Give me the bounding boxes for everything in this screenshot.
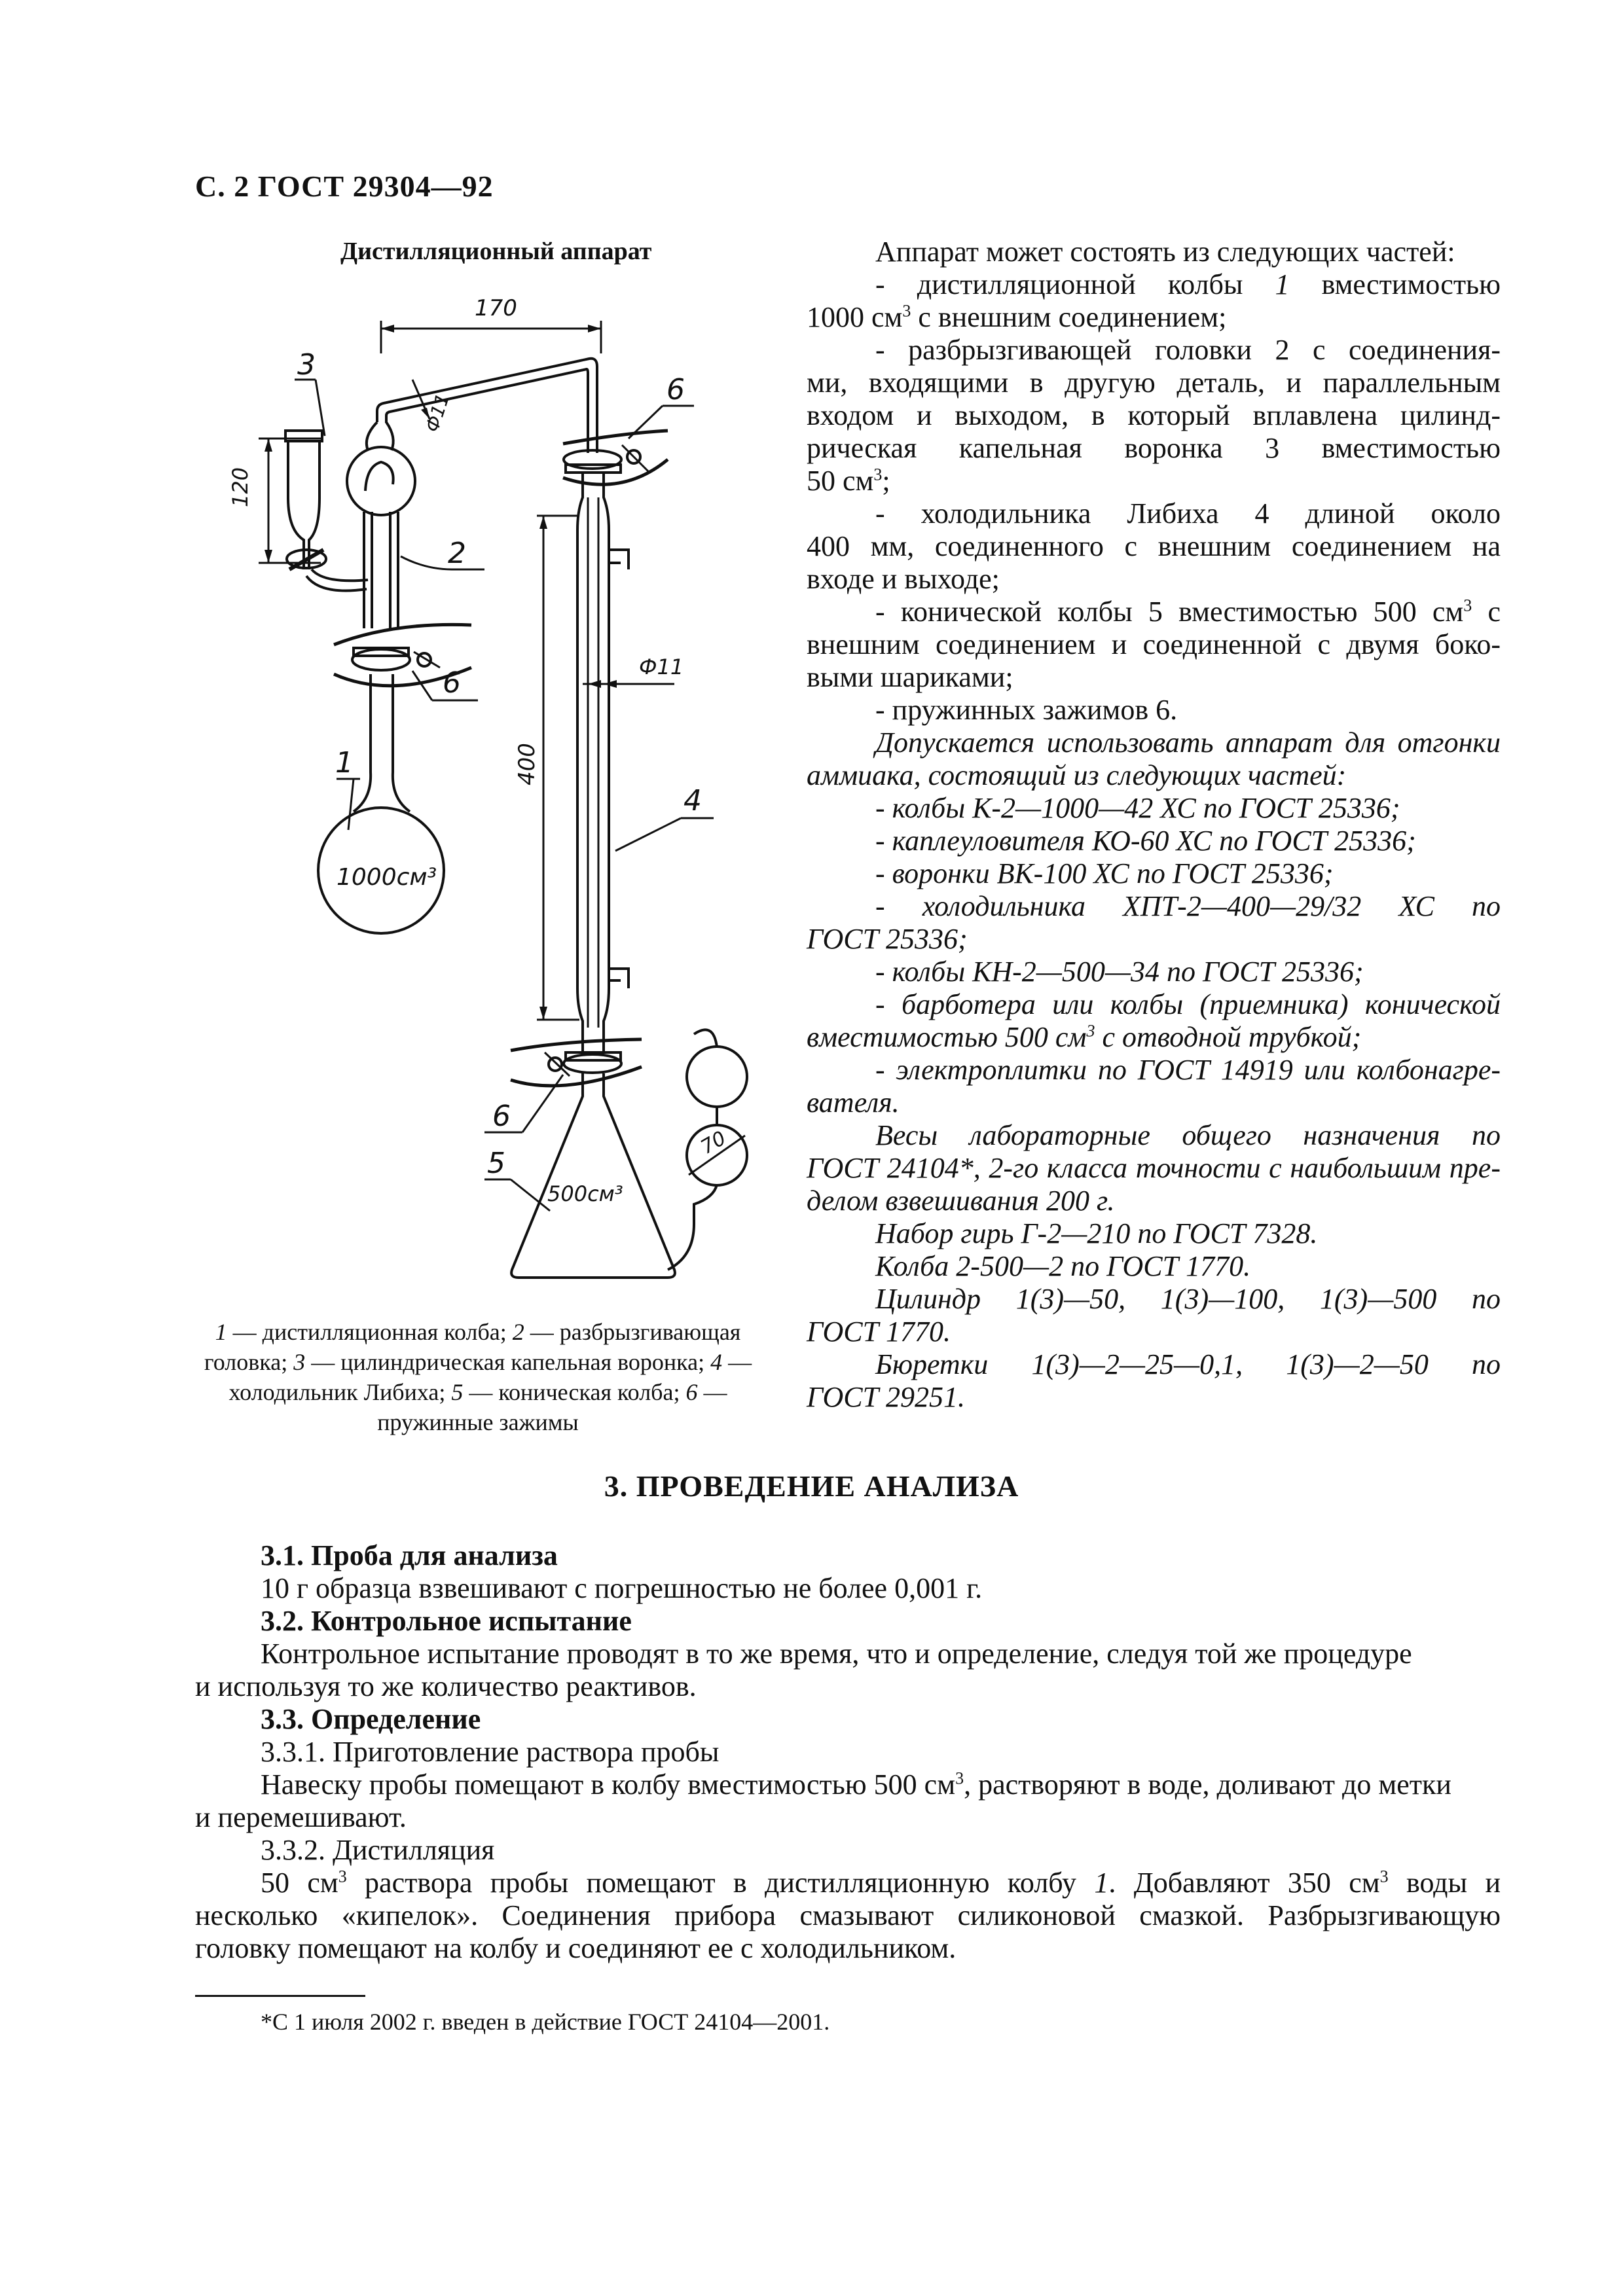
allowed-line: Колба 2-500—2 по ГОСТ 1770.: [875, 1250, 1251, 1282]
apparatus-figure: [196, 281, 786, 1316]
allowed-line: Набор гирь Г-2—210 по ГОСТ 7328.: [875, 1217, 1318, 1249]
allowed-line: - барботера или колбы (приемника) конической: [875, 988, 1501, 1020]
allowed-line: ГОСТ 1770.: [807, 1316, 951, 1348]
apparatus-line: - конической колбы 5 вместимостью 500 $см^3$ с: [875, 596, 1501, 628]
callout-3: 3: [297, 348, 316, 382]
allowed-line: - воронки ВК-100 ХС по ГОСТ 25336;: [875, 857, 1334, 889]
allowed-line: аммиака, состоящий из следующих частей:: [807, 759, 1347, 791]
section-body: [195, 1539, 1501, 1965]
allowed-line: вателя.: [807, 1086, 900, 1119]
apparatus-intro: Аппарат может состоять из следующих частей:: [875, 236, 1455, 268]
subsection-3-1-text: 10 г образца взвешивают с погрешностью не более 0,001 г.: [261, 1572, 983, 1604]
footnote: *С 1 июля 2002 г. введен в действие ГОСТ 24104—2001.: [261, 2009, 830, 2035]
caption-text-4: — холодильник Либиха;: [228, 1349, 752, 1405]
subsection-3-3-2-line: 50 $см^3$ раствора пробы помещают в дистилляционную колбу 1. Добавляют 350 $см^3$ воды и: [261, 1867, 1501, 1899]
subsection-3-3-1-heading: 3.3.1. Приготовление раствора пробы: [261, 1736, 720, 1768]
caption-text-3: — цилиндрическая капельная воронка;: [305, 1349, 711, 1375]
allowed-line: Цилиндр 1(3)—50, 1(3)—100, 1(3)—500 по: [875, 1283, 1501, 1315]
caption-text-2: — разбрызгивающая головка;: [204, 1319, 741, 1375]
subsection-3-3-2-line: несколько «кипелок». Соединения прибора смазывают силиконовой смазкой. Разбрызгивающую: [195, 1899, 1501, 1931]
figure-title: Дистилляционный аппарат: [340, 238, 652, 265]
allowed-line: ГОСТ 25336;: [807, 923, 968, 955]
subsection-3-3-2-line: головку помещают на колбу и соединяют ее с холодильником.: [195, 1932, 957, 1964]
allowed-line: Допускается использовать аппарат для отгонки: [875, 726, 1501, 759]
allowed-line: - колбы КН-2—500—34 по ГОСТ 25336;: [875, 956, 1364, 988]
apparatus-line: - дистилляционной колбы 1 вместимостью: [875, 268, 1501, 300]
callout-1: 1: [335, 746, 354, 780]
subsection-3-3-1-line: Навеску пробы помещают в колбу вместимостью 500 $см^3$, растворяют в воде, доливают до метки: [261, 1768, 1451, 1801]
section-title: 3. ПРОВЕДЕНИЕ АНАЛИЗА: [604, 1469, 1019, 1503]
apparatus-drawing: [196, 281, 786, 1316]
apparatus-line: 400 мм, соединенного с внешним соединением на: [807, 530, 1501, 562]
apparatus-line: внешним соединением и соединенной с двумя боко-: [807, 628, 1501, 660]
apparatus-description: [807, 236, 1501, 1414]
caption-num-5: 5: [451, 1379, 464, 1405]
allowed-line: Весы лабораторные общего назначения по: [875, 1119, 1501, 1151]
callout-6-left: 6: [443, 666, 461, 700]
figure-caption: [196, 1317, 759, 1437]
caption-num-3: 3: [293, 1349, 306, 1375]
allowed-line: вместимостью 500 $см^3$ с отводной трубкой;: [807, 1021, 1362, 1053]
dim-170-label: 170: [475, 295, 517, 321]
subsection-3-3-1-line: и перемешивают.: [195, 1801, 407, 1833]
apparatus-line: 50 $см^3$;: [807, 465, 890, 497]
footnote-divider: [195, 1995, 365, 1997]
caption-text-6: — пружинные зажимы: [377, 1379, 727, 1435]
allowed-line: делом взвешивания 200 г.: [807, 1185, 1115, 1217]
allowed-line: ГОСТ 29251.: [807, 1381, 966, 1413]
subsection-3-2-line: и используя то же количество реактивов.: [195, 1670, 697, 1702]
apparatus-line: - разбрызгивающей головки 2 с соединения-: [875, 334, 1501, 366]
dim-120-label: 120: [228, 467, 253, 507]
dim-400-label: 400: [514, 743, 540, 785]
apparatus-line: выми шариками;: [807, 661, 1013, 693]
allowed-line: - холодильника ХПТ-2—400—29/32 ХС по: [875, 890, 1501, 922]
conical-volume-label: 500см³: [547, 1181, 623, 1206]
allowed-line: - колбы К-2—1000—42 ХС по ГОСТ 25336;: [875, 792, 1400, 824]
callout-6-bottom: 6: [492, 1100, 511, 1133]
allowed-line: Бюретки 1(3)—2—25—0,1, 1(3)—2—50 по: [875, 1348, 1501, 1380]
caption-text-5: — коническая колба;: [463, 1379, 686, 1405]
callout-2: 2: [448, 537, 466, 570]
apparatus-line: 1000 $см^3$ с внешним соединением;: [807, 301, 1227, 333]
allowed-line: - электроплитки по ГОСТ 14919 или колбонагре-: [875, 1054, 1501, 1086]
dim-dia-top-label: Ф11: [421, 391, 454, 435]
subsection-3-3-heading: 3.3. Определение: [261, 1703, 481, 1735]
dim-70-label: 70: [697, 1126, 731, 1159]
subsection-3-2-line: Контрольное испытание проводят в то же время, что и определение, следуя той же процедуре: [261, 1638, 1412, 1670]
callout-5: 5: [487, 1147, 505, 1180]
apparatus-line: - холодильника Либиха 4 длиной около: [875, 497, 1501, 529]
allowed-line: ГОСТ 24104*, 2-го класса точности с наибольшим пре-: [807, 1152, 1501, 1184]
apparatus-line: входом и выходом, в который вплавлена цилинд-: [807, 399, 1501, 431]
caption-num-4: 4: [710, 1349, 723, 1375]
subsection-3-1-heading: 3.1. Проба для анализа: [261, 1539, 558, 1571]
caption-num-6: 6: [685, 1379, 698, 1405]
apparatus-line: - пружинных зажимов 6.: [875, 694, 1178, 726]
allowed-line: - каплеуловителя КО-60 ХС по ГОСТ 25336;: [875, 825, 1416, 857]
caption-num-2: 2: [512, 1319, 524, 1345]
page-header: С. 2 ГОСТ 29304—92: [195, 170, 494, 203]
callout-4: 4: [684, 784, 702, 817]
caption-num-1: 1: [215, 1319, 227, 1345]
dim-dia-11-label: Ф11: [639, 655, 684, 679]
apparatus-line: входе и выходе;: [807, 563, 1000, 595]
apparatus-line: ми, входящими в другую деталь, и параллельным: [807, 367, 1501, 399]
subsection-3-3-2-heading: 3.3.2. Дистилляция: [261, 1834, 495, 1866]
flask-volume-label: 1000см³: [337, 864, 437, 891]
apparatus-line: рическая капельная воронка 3 вместимостью: [807, 432, 1501, 464]
subsection-3-2-heading: 3.2. Контрольное испытание: [261, 1605, 632, 1637]
callout-6-top: 6: [666, 373, 685, 406]
caption-text-1: — дистилляционная колба;: [227, 1319, 513, 1345]
